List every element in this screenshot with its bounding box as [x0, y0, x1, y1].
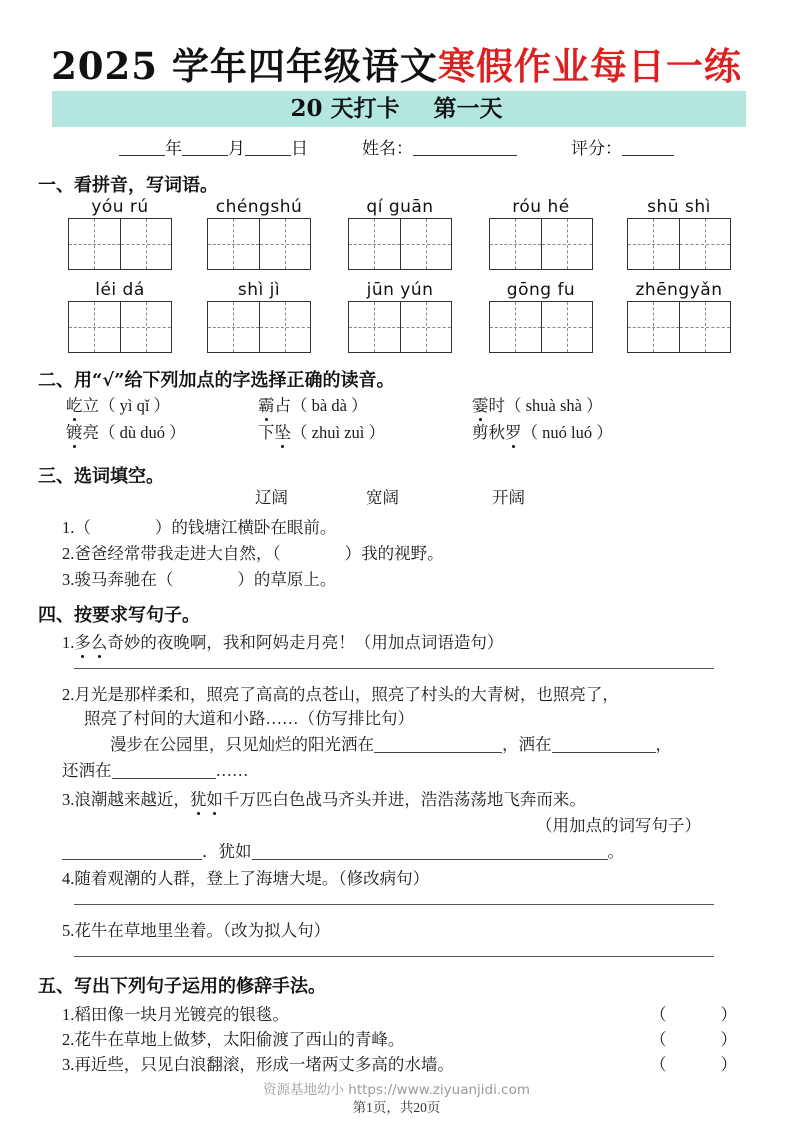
- question-number: 3.: [62, 1055, 75, 1074]
- rhetoric-answer-3[interactable]: [650, 1051, 737, 1075]
- tianzige-box[interactable]: [348, 218, 452, 270]
- tianzige-cell[interactable]: [259, 219, 310, 269]
- question-number: 2.: [62, 685, 75, 704]
- tianzige-cell[interactable]: [679, 302, 730, 352]
- watermark: 资源基地幼小 https://www.ziyuanjidi.com: [262, 1082, 530, 1098]
- tianzige-cell[interactable]: [628, 219, 679, 269]
- sentence-question-2-line-1: [62, 681, 619, 705]
- sentence-question-2-line-4[interactable]: [62, 757, 249, 781]
- question-number: 3.: [62, 790, 75, 809]
- answer-rule-2[interactable]: [74, 904, 714, 905]
- pinyin-options[interactable]: （ nuó luó ）: [521, 423, 613, 442]
- answer-blank-1[interactable]: [374, 737, 502, 753]
- tianzige-box[interactable]: [627, 301, 731, 353]
- rhetoric-answer-2[interactable]: [650, 1026, 737, 1050]
- pinyin-group-3: [348, 196, 452, 270]
- pinyin-options[interactable]: （ dù duó ）: [99, 423, 186, 442]
- page-title-black: 2025 学年四年级语文: [51, 44, 438, 88]
- year-label: 年: [165, 139, 182, 158]
- answer-blank-5[interactable]: [252, 844, 608, 860]
- dotted-char: 么: [91, 629, 108, 653]
- tianzige-cell[interactable]: [541, 219, 592, 269]
- pinyin-group-1: [68, 196, 172, 270]
- dotted-char: 屹: [66, 392, 83, 416]
- question-number: 2.: [62, 1030, 75, 1049]
- answer-blank-3[interactable]: [112, 763, 216, 779]
- tianzige-cell[interactable]: [69, 302, 120, 352]
- reading-choice-item-4[interactable]: [66, 419, 186, 443]
- pinyin-label: chéngshú: [215, 197, 303, 217]
- question-before: 爸爸经常带我走进大自然，（: [74, 544, 281, 563]
- rhetoric-question-2: [62, 1026, 404, 1050]
- sentence-question-4: [62, 865, 429, 889]
- tianzige-cell[interactable]: [628, 302, 679, 352]
- q3-text-a: 浪潮越来越近，: [74, 790, 190, 809]
- q3-ans-end: 。: [607, 842, 624, 861]
- pinyin-label: jūn yún: [366, 280, 434, 300]
- tianzige-cell[interactable]: [208, 219, 259, 269]
- dotted-char: 镀: [66, 419, 83, 443]
- question-text: 奇: [107, 633, 124, 652]
- section-2-heading: 二、用“√”给下列加点的字选择正确的读音。: [38, 370, 395, 391]
- q2-text-c: ，: [655, 735, 672, 754]
- pinyin-label: shū shì: [647, 197, 711, 217]
- answer-rule-3[interactable]: [74, 956, 714, 957]
- answer-blank-2[interactable]: [552, 737, 656, 753]
- pinyin-group-7: [207, 279, 311, 353]
- char-rest: 时: [488, 396, 505, 415]
- paren-open: （: [650, 1055, 667, 1074]
- question-text: 随着观潮的人群，登上了海塘大堤。（修改病句）: [74, 869, 430, 888]
- char-rest: 立: [82, 396, 99, 415]
- char-rest: 占: [274, 396, 291, 415]
- banner-day-label: 第一天: [433, 95, 503, 122]
- tianzige-cell[interactable]: [349, 302, 400, 352]
- pinyin-label: qí guān: [366, 197, 434, 217]
- pinyin-label: róu hé: [512, 197, 570, 217]
- tianzige-box[interactable]: [489, 218, 593, 270]
- dotted-char: 罗: [505, 419, 522, 443]
- sentence-question-2-line-3[interactable]: [110, 731, 672, 755]
- tianzige-box[interactable]: [68, 218, 172, 270]
- month-label: 月: [228, 139, 245, 158]
- rhetoric-answer-1[interactable]: [650, 1001, 737, 1025]
- tianzige-cell[interactable]: [120, 219, 171, 269]
- name-input[interactable]: [413, 140, 517, 156]
- wordbank-item-1: 辽阔: [255, 488, 288, 507]
- question-text: 妙的夜晚啊，我和阿妈走月亮！（用加点词语造句）: [123, 633, 504, 652]
- char-prefix: 剪秋: [472, 423, 505, 442]
- dotted-char: 多: [74, 629, 91, 653]
- score-label: 评分：: [571, 139, 622, 158]
- sentence-question-5: [62, 917, 330, 941]
- paren-close: ）: [720, 1030, 737, 1049]
- question-number: 2.: [62, 544, 75, 563]
- page-number: 第1页，共20页: [352, 1100, 441, 1115]
- tianzige-cell[interactable]: [490, 219, 541, 269]
- answer-rule-1[interactable]: [74, 668, 714, 669]
- paren-close: ）: [720, 1055, 737, 1074]
- pinyin-label: shì jì: [237, 280, 281, 300]
- pinyin-options[interactable]: （ yì qǐ ）: [99, 396, 171, 415]
- tianzige-box[interactable]: [68, 301, 172, 353]
- question-number: 4.: [62, 869, 75, 888]
- wordbank-item-3: 开阔: [492, 488, 525, 507]
- question-number: 1.: [62, 518, 75, 537]
- tianzige-cell[interactable]: [679, 219, 730, 269]
- pinyin-group-8: [348, 279, 452, 353]
- name-label: 姓名：: [362, 139, 413, 158]
- tianzige-box[interactable]: [489, 301, 593, 353]
- pinyin-group-5: [627, 196, 731, 270]
- page-title-red: 寒假作业每日一练: [437, 44, 742, 88]
- pinyin-group-2: [207, 196, 311, 270]
- question-before: （: [74, 518, 91, 537]
- q2-text-b: ，洒在: [502, 735, 552, 754]
- sentence-answer-3[interactable]: [62, 838, 624, 862]
- pinyin-group-6: [68, 279, 172, 353]
- answer-blank-4[interactable]: [62, 844, 202, 860]
- fill-blank-question-2[interactable]: [62, 540, 444, 564]
- tianzige-cell[interactable]: [541, 302, 592, 352]
- tianzige-cell[interactable]: [400, 302, 451, 352]
- question-after: ）我的视野。: [344, 544, 444, 563]
- pinyin-label: léi dá: [95, 280, 145, 300]
- question-before: 骏马奔驰在（: [74, 570, 174, 589]
- year-input[interactable]: [119, 140, 165, 156]
- question-number: 5.: [62, 921, 75, 940]
- pinyin-options[interactable]: （ bà dà ）: [291, 396, 368, 415]
- fill-blank-question-3[interactable]: [62, 566, 336, 590]
- page-title: [0, 36, 793, 90]
- dateline: [0, 134, 793, 159]
- tianzige-cell[interactable]: [69, 219, 120, 269]
- q3-ans-mid: ．犹如: [202, 842, 252, 861]
- day-label: 日: [291, 139, 308, 158]
- q2-text-d: 还洒在: [62, 761, 112, 780]
- dotted-char: 霎: [472, 392, 489, 416]
- tianzige-cell[interactable]: [490, 302, 541, 352]
- question-text: 花牛在草地里坐着。（改为拟人句）: [74, 921, 331, 940]
- rhetoric-question-3: [62, 1051, 454, 1075]
- question-text: 月光是那样柔和，照亮了高高的点苍山，照亮了村头的大青树，也照亮了，: [74, 685, 619, 704]
- banner-checkin-label: 20 天打卡: [290, 95, 400, 122]
- reading-choice-item-1[interactable]: [66, 392, 170, 416]
- pinyin-label: gōng fu: [506, 280, 576, 300]
- pinyin-label: zhēngyǎn: [635, 280, 723, 300]
- day-input[interactable]: [245, 140, 291, 156]
- tianzige-cell[interactable]: [120, 302, 171, 352]
- paren-open: （: [650, 1005, 667, 1024]
- tianzige-box[interactable]: [348, 301, 452, 353]
- banner-text: [0, 91, 793, 127]
- pinyin-group-9: [489, 279, 593, 353]
- dotted-char: 如: [206, 786, 223, 810]
- rhetoric-question-1: [62, 1001, 289, 1025]
- score-input[interactable]: [622, 140, 674, 156]
- reading-choice-item-5[interactable]: [258, 419, 385, 443]
- sentence-question-3: [62, 786, 586, 810]
- sentence-question-3-hint: （用加点的词写句子）: [536, 816, 701, 835]
- paren-open: （: [650, 1030, 667, 1049]
- question-text: 稻田像一块月光镀亮的银毯。: [74, 1005, 289, 1024]
- question-after: ）的钱塘江横卧在眼前。: [154, 518, 337, 537]
- pinyin-group-10: [627, 279, 731, 353]
- pinyin-options[interactable]: （ shuà shà ）: [505, 396, 603, 415]
- section-1-heading: 一、看拼音，写词语。: [38, 175, 218, 196]
- pinyin-options[interactable]: （ zhuì zuì ）: [291, 423, 385, 442]
- tianzige-box[interactable]: [207, 218, 311, 270]
- section-3-heading: 三、选词填空。: [38, 466, 164, 487]
- question-number: 1.: [62, 1005, 75, 1024]
- month-input[interactable]: [182, 140, 228, 156]
- reading-choice-item-6[interactable]: [472, 419, 613, 443]
- tianzige-cell[interactable]: [208, 302, 259, 352]
- tianzige-cell[interactable]: [400, 219, 451, 269]
- sentence-question-2-line-2: 照亮了村间的大道和小路……（仿写排比句）: [84, 709, 414, 728]
- question-after: ）的草原上。: [237, 570, 337, 589]
- sentence-question-1: [62, 629, 503, 653]
- question-number: 1.: [62, 633, 75, 652]
- char-prefix: 下: [258, 423, 275, 442]
- section-4-heading: 四、按要求写句子。: [38, 605, 200, 626]
- question-text: 花牛在草地上做梦，太阳偷渡了西山的青峰。: [74, 1030, 405, 1049]
- pinyin-group-4: [489, 196, 593, 270]
- fill-blank-question-1[interactable]: [62, 514, 336, 538]
- reading-choice-item-3[interactable]: [472, 392, 603, 416]
- dotted-char: 坠: [275, 419, 292, 443]
- tianzige-cell[interactable]: [259, 302, 310, 352]
- tianzige-cell[interactable]: [349, 219, 400, 269]
- pinyin-label: yóu rú: [91, 197, 149, 217]
- section-5-heading: 五、写出下列句子运用的修辞手法。: [38, 976, 326, 997]
- paren-close: ）: [720, 1005, 737, 1024]
- tianzige-box[interactable]: [207, 301, 311, 353]
- q2-ellipsis: ……: [215, 761, 249, 780]
- q2-text-a: 漫步在公园里，只见灿烂的阳光洒在: [110, 735, 374, 754]
- question-text: 再近些，只见白浪翻滚，形成一堵两丈多高的水墙。: [74, 1055, 454, 1074]
- wordbank-item-2: 宽阔: [366, 488, 399, 507]
- char-rest: 亮: [82, 423, 99, 442]
- question-number: 3.: [62, 570, 75, 589]
- reading-choice-item-2[interactable]: [258, 392, 368, 416]
- dotted-char: 犹: [190, 786, 207, 810]
- tianzige-box[interactable]: [627, 218, 731, 270]
- q3-text-b: 千万匹白色战马齐头并进，浩浩荡荡地飞奔而来。: [222, 790, 586, 809]
- dotted-char: 霸: [258, 392, 275, 416]
